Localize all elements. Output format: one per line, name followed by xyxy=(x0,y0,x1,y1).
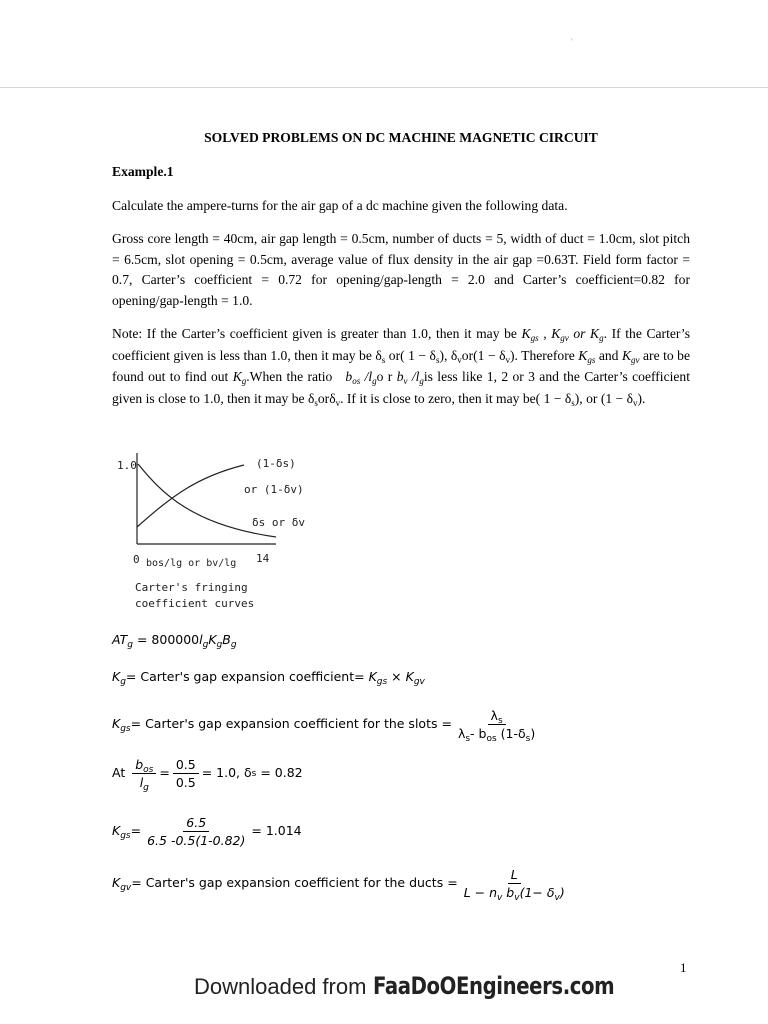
ratio-denominator: 0.5 xyxy=(175,775,196,790)
note-text-1: Note: If the Carter’s coefficient given is greater than 1.0, then it may be xyxy=(112,326,517,341)
note-or-2: or xyxy=(461,347,474,363)
header-mark: ' xyxy=(571,37,573,47)
note-text-5: are to be found out to find out xyxy=(112,347,690,384)
figure-caption-1: Carter's fringing xyxy=(135,581,248,594)
y-axis-label: 1.0 xyxy=(117,459,137,472)
curve-label-1: (1-δs) xyxy=(256,457,296,470)
note-or-4: or xyxy=(317,390,330,406)
x-axis-label: bos/lg or bv/lg xyxy=(146,558,237,569)
kgs-numerator: 6.5 xyxy=(183,814,209,832)
page-number: 1 xyxy=(680,960,687,975)
kgv-definition: Carter's gap expansion coefficient for the ducts xyxy=(145,875,444,891)
note-text-6: .When the ratio xyxy=(246,369,333,384)
kg-definition: Carter's gap expansion coefficient= xyxy=(140,669,365,684)
equation-kgs-def: $K_{gs}$ = Carter's gap expansion coefficient for the slots = $\frac{\lambda_s}{\lambda_s- b_{os} (1-\delta_s)}$ xyxy=(112,708,536,744)
page-title: SOLVED PROBLEMS ON DC MACHINE MAGNETIC CIRCUIT xyxy=(204,130,598,145)
kgs-result: = 1.014 xyxy=(251,823,302,839)
footer-brand[interactable]: FaaDoOEngineers.com xyxy=(372,972,614,1000)
ratio-result: = 1.0, δ xyxy=(201,765,252,781)
note-text-8: . If it is close to zero, then it may be xyxy=(340,390,536,406)
curve-label-3: δs or δv xyxy=(252,516,305,529)
note-text-4: and xyxy=(598,347,619,363)
intro-paragraph: Calculate the ampere-turns for the air gap of a dc machine given the following data. xyxy=(112,198,568,213)
atg-value: 800000 xyxy=(151,632,200,647)
note-or-1: or xyxy=(388,347,401,363)
x-max-label: 14 xyxy=(256,552,270,565)
at-label: At xyxy=(112,765,126,781)
note-text-3: Therefore xyxy=(521,347,575,363)
ratio-numerator: 0.5 xyxy=(173,756,199,774)
note-text-7: is less like 1, 2 or 3 and the Carter’s coefficient given is close to 1.0, then it may be xyxy=(112,369,690,406)
note-or-3: o r xyxy=(376,369,393,384)
note-paragraph: Note: If the Carter’s coefficient given is greater than 1.0, then it may be $K_{gs}$ , $K_{gv}$ or $K_g$. If the Carter’s coefficient given is less than 1.0, then it may be $\delta_s$ or( $1 - \delta_s$), $\delta_vor(1 - \delta_v)$. Therefore $K_{gs}$ and $K_{gv}$ are to be found out to find out $K_g.When$ the ratio $b_{os}$ $/l_go$ r $b_v$ $/l_gis$ less like 1, 2 or 3 and the Carter’s coefficient given is close to 1.0, then it may be $\delta_sor\delta_v$. If it is close to zero, then it may be( $1 - \delta_s$), or $(1 - \delta_v)$. xyxy=(112,326,690,408)
rising-curve xyxy=(137,465,244,527)
kgs-denominator: 6.5 -0.5(1-0.82) xyxy=(147,833,246,848)
header-rule xyxy=(0,87,768,88)
kgs-definition: Carter's gap expansion coefficient for the slots xyxy=(145,716,438,732)
x-origin-label: 0 xyxy=(133,553,140,566)
example-label: Example.1 xyxy=(112,164,174,179)
carter-coefficient-figure xyxy=(116,447,305,614)
equation-kgs-value: $K_{gs}$ = $\frac{6.5}{6.5 -0.5(1-0.82)}$ = 1.014 xyxy=(112,815,302,848)
equation-kg: $K_g$ = Carter's gap expansion coefficient= $K_{gs}$ × $K_{gv}$ xyxy=(112,669,425,687)
equation-kgv-def: $K_{gv}$ = Carter's gap expansion coefficient for the ducts = $\frac{L}{L - n_v b_v(1- \delta_v)}$ xyxy=(112,867,565,903)
note-or-5: , or xyxy=(579,390,598,406)
given-data-paragraph: Gross core length = 40cm, air gap length = 0.5cm, number of ducts = 5, width of duct = 1.0cm, slot pitch = 6.5cm, slot opening = 0.5cm, average value of flux density in the air gap =0.63T. Field form factor = 0.7, Carter’s coefficient = 0.72 for opening/gap-length = 2.0 and Carter’s coefficient=0.82 for opening/gap-length = 1.0. xyxy=(112,231,690,308)
figure-caption-2: coefficient curves xyxy=(135,597,255,610)
note-text-2: . If the Carter’s coefficient given is less than 1.0, then it may be xyxy=(112,326,690,363)
delta-value: = 0.82 xyxy=(260,765,303,781)
footer-prefix: Downloaded from xyxy=(194,974,367,999)
footer[interactable] xyxy=(194,972,667,1000)
equation-ratio: At $\frac{b_{os}}{l_g}$ = $\frac{0.5}{0.5}$ = 1.0, δ s = 0.82 xyxy=(112,757,303,793)
equation-atg: $AT_g$ = 800000 $l_gK_gB_g$ xyxy=(112,632,237,650)
curve-label-2: or (1-δv) xyxy=(244,483,304,496)
